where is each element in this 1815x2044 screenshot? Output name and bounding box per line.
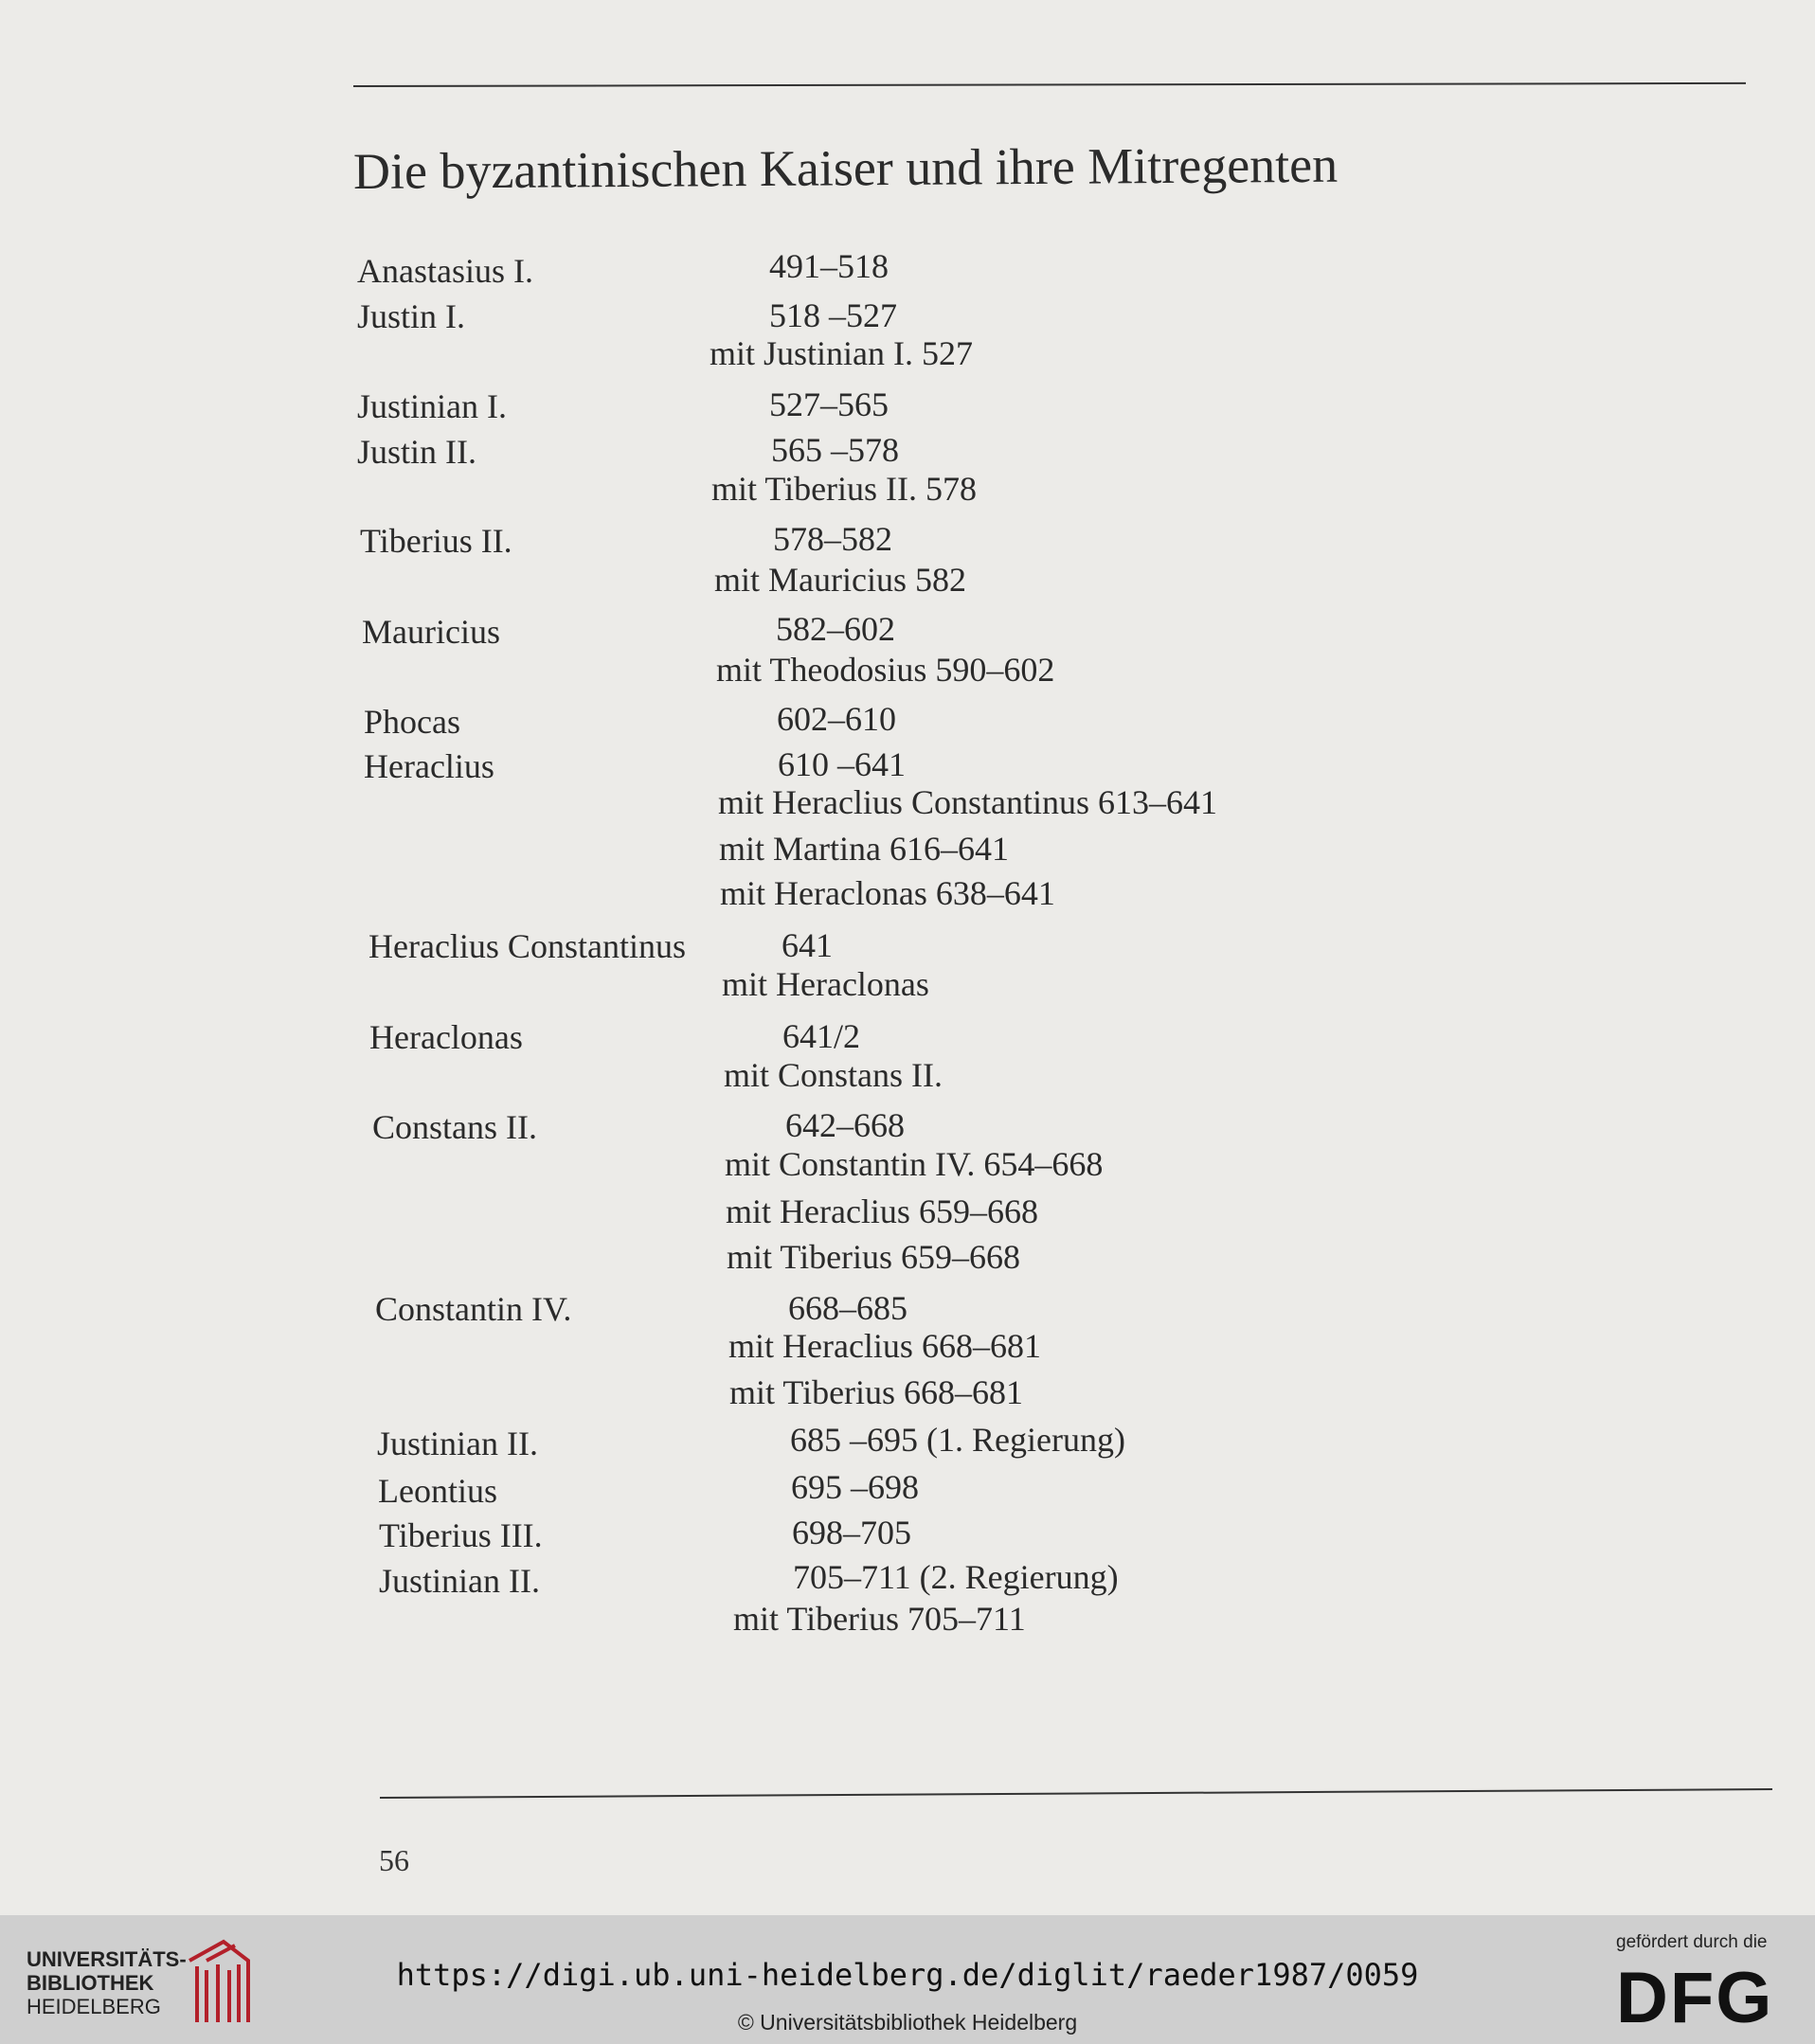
reign-years: 518 –527 (769, 296, 897, 334)
emperor-name: Heraclonas (369, 1018, 523, 1056)
dfg-logo: DFG (1616, 1958, 1774, 2038)
reign-years: 578–582 (773, 520, 892, 558)
emperor-name: Justinian I. (357, 387, 507, 425)
reign-years: 705–711 (2. Regierung) (793, 1558, 1119, 1596)
reign-years: 685 –695 (1. Regierung) (790, 1421, 1125, 1459)
emperor-name: Justinian II. (379, 1562, 540, 1600)
emperor-name: Mauricius (362, 613, 500, 651)
coregent-text: mit Constantin IV. 654–668 (725, 1145, 1104, 1183)
coregent-text: mit Tiberius 705–711 (733, 1600, 1026, 1638)
coregent-text: mit Mauricius 582 (714, 561, 966, 599)
emperor-name: Constans II. (372, 1108, 537, 1146)
coregent-text: mit Theodosius 590–602 (716, 651, 1055, 689)
reign-years: 565 –578 (771, 431, 899, 469)
emperor-name: Tiberius III. (379, 1516, 543, 1554)
page-title: Die byzantinischen Kaiser und ihre Mitregenten (352, 135, 1339, 200)
coregent-text: mit Heraclonas (722, 965, 929, 1003)
library-line-3: HEIDELBERG (27, 1995, 161, 2018)
emperor-name: Heraclius (364, 747, 494, 785)
permalink-url[interactable]: https://digi.ub.uni-heidelberg.de/diglit/raeder1987/0059 (396, 1957, 1419, 1993)
emperor-name: Leontius (378, 1472, 497, 1510)
emperor-name: Constantin IV. (375, 1290, 572, 1328)
coregent-text: mit Heraclius Constantinus 613–641 (718, 783, 1217, 821)
emperor-name: Heraclius Constantinus (368, 927, 686, 965)
funding-caption: gefördert durch die (1616, 1932, 1768, 1952)
coregent-text: mit Heraclonas 638–641 (720, 874, 1055, 912)
coregent-text: mit Heraclius 668–681 (728, 1327, 1041, 1365)
library-line-2: BIBLIOTHEK (27, 1971, 154, 1995)
reign-years: 491–518 (769, 247, 889, 285)
emperor-name: Justin I. (357, 297, 466, 335)
reign-years: 668–685 (788, 1289, 908, 1327)
reign-years: 641 (782, 926, 833, 964)
reign-years: 610 –641 (778, 745, 906, 783)
emperor-name: Tiberius II. (360, 522, 512, 560)
reign-years: 642–668 (785, 1106, 905, 1144)
coregent-text: mit Heraclius 659–668 (726, 1192, 1038, 1230)
emperor-name: Phocas (364, 703, 460, 741)
page-number: 56 (379, 1843, 409, 1877)
coregent-text: mit Tiberius II. 578 (711, 470, 978, 508)
coregent-text: mit Constans II. (724, 1056, 943, 1094)
emperor-name: Justin II. (357, 433, 476, 471)
digitization-footer (0, 1915, 1815, 2044)
library-line-1: UNIVERSITÄTS- (27, 1947, 187, 1971)
emperor-name: Anastasius I. (357, 252, 533, 290)
reign-years: 695 –698 (791, 1468, 919, 1506)
copyright-notice: © Universitätsbibliothek Heidelberg (737, 2010, 1078, 2035)
reign-years: 582–602 (776, 610, 895, 648)
reign-years: 641/2 (782, 1017, 861, 1055)
emperor-name: Justinian II. (377, 1425, 538, 1462)
coregent-text: mit Tiberius 659–668 (727, 1238, 1021, 1276)
coregent-text: mit Tiberius 668–681 (729, 1373, 1024, 1411)
coregent-text: mit Martina 616–641 (719, 830, 1009, 868)
coregent-text: mit Justinian I. 527 (710, 334, 973, 372)
reign-years: 698–705 (792, 1514, 911, 1551)
reign-years: 527–565 (769, 385, 889, 423)
reign-years: 602–610 (777, 700, 896, 738)
